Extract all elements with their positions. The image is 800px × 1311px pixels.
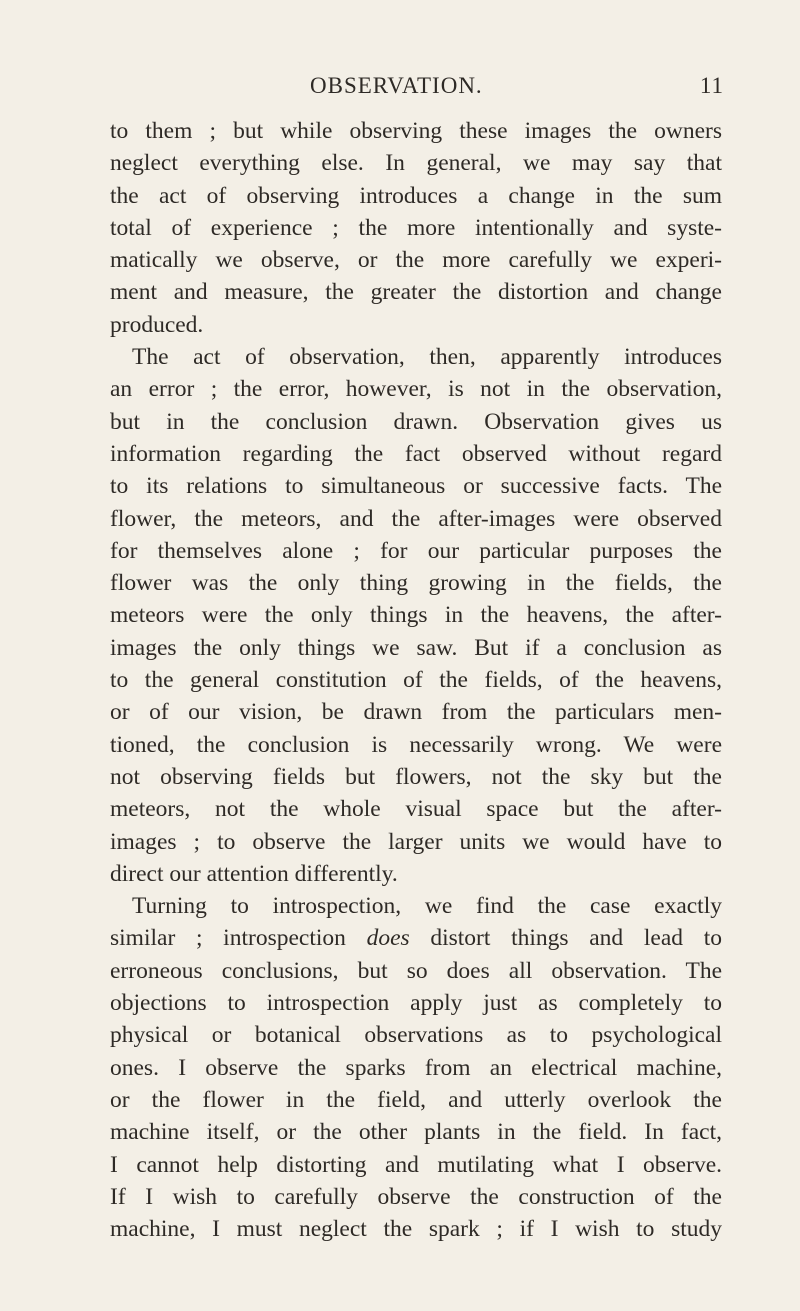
text-fragment: similar ; introspection [110, 925, 367, 952]
text-line: meteors, not the whole visual space but the after- [110, 796, 722, 823]
text-line: machine, I must neglect the spark ; if I wish to study [110, 1216, 722, 1243]
text-line: If I wish to carefully observe the construction of the [110, 1183, 722, 1210]
text-line: not observing fields but flowers, not the sky but the [110, 763, 722, 790]
text-line: objections to introspection apply just as completely to [110, 990, 722, 1017]
text-line: matically we observe, or the more carefully we experi- [110, 247, 722, 274]
text-line: ones. I observe the sparks from an electrical machine, [110, 1054, 722, 1081]
text-line: Turning to introspection, we find the case exactly [132, 893, 722, 920]
text-line: an error ; the error, however, is not in the observation, [110, 376, 722, 403]
running-head [110, 73, 724, 103]
body-text [110, 115, 722, 1245]
page-number: 11 [699, 73, 724, 98]
text-line: ment and measure, the greater the distortion and change [110, 279, 722, 306]
text-line: for themselves alone ; for our particular purposes the [110, 537, 722, 564]
text-line: the act of observing introduces a change in the sum [110, 182, 722, 209]
text-line: direct our attention differently. [110, 860, 398, 887]
text-line: images ; to observe the larger units we would have to [110, 828, 722, 855]
text-line: neglect everything else. In general, we may say that [110, 150, 722, 177]
text-line: total of experience ; the more intentionally and syste- [110, 214, 722, 241]
emphasized-word: does [366, 925, 410, 952]
text-line: or the flower in the field, and utterly overlook the [110, 1086, 722, 1113]
text-line: The act of observation, then, apparently introduces [132, 344, 722, 371]
text-line: flower, the meteors, and the after-images were observed [110, 505, 722, 532]
text-line: tioned, the conclusion is necessarily wrong. We were [110, 731, 722, 758]
text-line: machine itself, or the other plants in the field. In fact, [110, 1119, 722, 1146]
text-line: erroneous conclusions, but so does all observation. The [110, 957, 722, 984]
text-line: I cannot help distorting and mutilating what I observe. [110, 1151, 722, 1178]
text-line: meteors were the only things in the heavens, the after- [110, 602, 722, 629]
text-line: to them ; but while observing these images the owners [110, 118, 722, 144]
text-line: images the only things we saw. But if a conclusion as [110, 634, 722, 661]
text-line: flower was the only thing growing in the fields, the [110, 570, 722, 597]
running-title: OBSERVATION. [310, 73, 483, 98]
text-fragment: distort things and lead to [409, 925, 722, 952]
text-line: information regarding the fact observed without regard [110, 440, 722, 467]
text-line: to its relations to simultaneous or successive facts. The [110, 473, 722, 500]
text-line: but in the conclusion drawn. Observation gives us [110, 408, 722, 435]
text-line: to the general constitution of the fields, of the heavens, [110, 667, 722, 694]
text-line: or of our vision, be drawn from the particulars men- [110, 699, 722, 726]
text-line-with-emphasis [110, 922, 722, 954]
text-line: produced. [110, 311, 204, 338]
text-line: physical or botanical observations as to psychological [110, 1022, 722, 1049]
